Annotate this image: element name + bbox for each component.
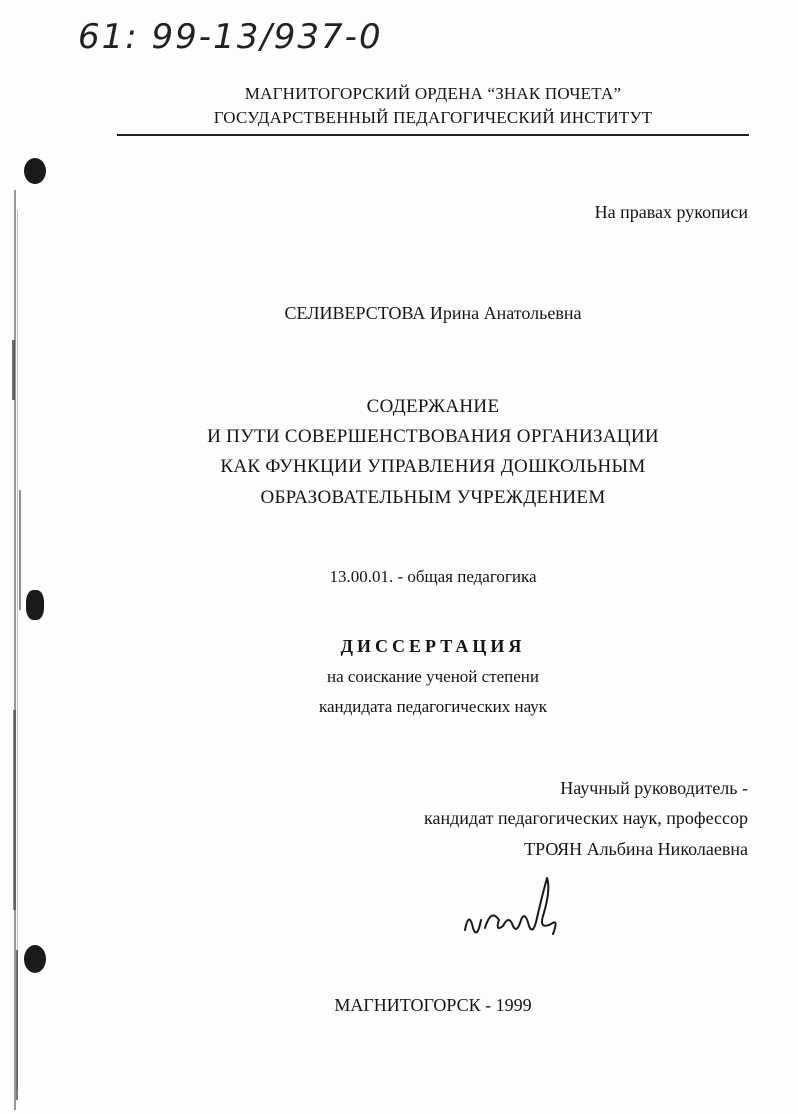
title-line-3: КАК ФУНКЦИИ УПРАВЛЕНИЯ ДОШКОЛЬНЫМ [220, 456, 646, 477]
punch-hole-bottom [24, 945, 46, 973]
degree-line-1: на соискание ученой степени [326, 667, 540, 686]
specialty-code: 13.00.01. - общая педагогика [329, 567, 537, 586]
institution-line-1: МАГНИТОГОРСКИЙ ОРДЕНА “ЗНАК ПОЧЕТА” [244, 84, 622, 103]
institution-line-2: ГОСУДАРСТВЕННЫЙ ПЕДАГОГИЧЕСКИЙ ИНСТИТУТ [213, 108, 653, 127]
title-line-1: СОДЕРЖАНИЕ [366, 396, 500, 417]
supervisor-name: ТРОЯН Альбина Николаевна [524, 839, 748, 859]
handwritten-code-text: 61: 99-13/937-0 [78, 17, 383, 57]
signature-icon [455, 870, 575, 950]
title-line-2: И ПУТИ СОВЕРШЕНСТВОВАНИЯ ОРГАНИЗАЦИИ [207, 426, 659, 447]
city-year: МАГНИТОГОРСК - 1999 [334, 995, 532, 1015]
supervisor-degree: кандидат педагогических наук, профессор [424, 808, 748, 828]
punch-hole-middle [26, 590, 44, 620]
punch-hole-top [24, 158, 46, 184]
manuscript-rights-note: На правах рукописи [594, 202, 748, 222]
handwritten-archive-code [74, 10, 384, 60]
document-type: ДИССЕРТАЦИЯ [340, 636, 526, 656]
degree-line-2: кандидата педагогических наук [318, 697, 548, 716]
author-name: СЕЛИВЕРСТОВА Ирина Анатольевна [284, 303, 582, 323]
header-divider [117, 134, 749, 136]
title-line-4: ОБРАЗОВАТЕЛЬНЫМ УЧРЕЖДЕНИЕМ [260, 487, 606, 508]
supervisor-label: Научный руководитель - [560, 778, 748, 798]
